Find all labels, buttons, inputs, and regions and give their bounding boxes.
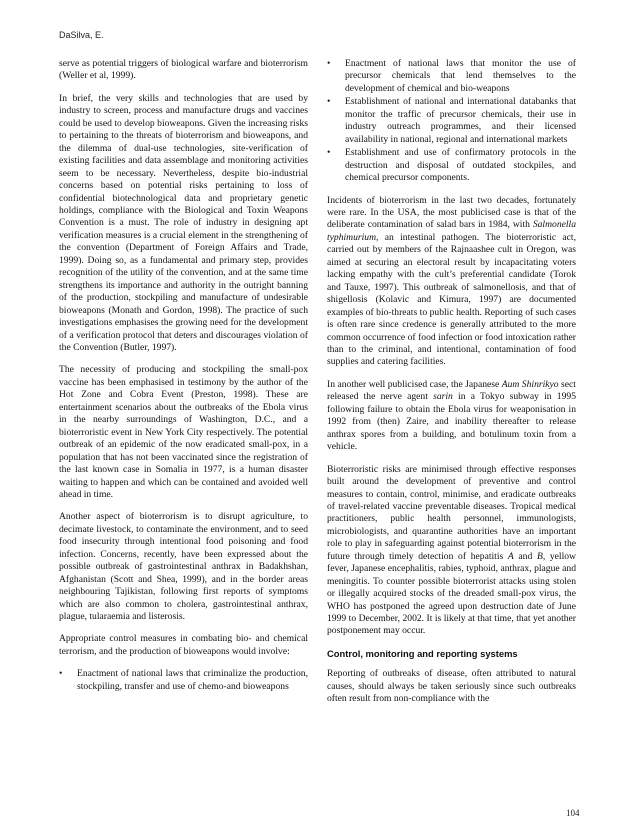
paragraph: serve as potential triggers of biological warfare and bioterrorism (Weller et al, 1999).	[59, 58, 308, 82]
left-column	[59, 58, 308, 703]
species-name: Salmonella typhimurium	[327, 219, 576, 243]
text-run: Incidents of bioterrorism in the last two decades, fortunately were rare. In the USA, the most publicised case is that of the deliberate contamination of salad bars in 1984, with	[327, 194, 576, 231]
right-column	[327, 58, 576, 716]
list-item-text: Establishment of national and international databanks that monitor the traffic of precursor chemicals, their use in industry outreach programmes, and their licensed availability in national, regional and international markets	[345, 96, 576, 145]
text-run: Bioterroristic risks are minimised through effective responses built around the development of preventive and control measures to contain, control, minimise, and eradicate outbreaks of travel-related vaccine preventable diseases. Tropical medical practitioners, public health personnel, immunologists, microbiologists, and quarantine authorities have an important role to play in safeguarding against potential bioterrorism in the future through timely detection of hepatitis	[327, 463, 576, 562]
paragraph: Appropriate control measures in combating bio- and chemical terrorism, and the production of bioweapons would involve:	[59, 633, 308, 657]
list-item	[327, 96, 576, 146]
list-item-text: Enactment of national laws that criminalize the production, stockpiling, transfer and use of chemo-and bioweapons	[77, 668, 308, 692]
paragraph: Another aspect of bioterrorism is to disrupt agriculture, to decimate livestock, to contaminate the environment, and to seed food insecurity through intentional food poisoning and food infection. Concerns, recently, have been expressed about the possible outbreak of gastrointestinal anthrax in Badakhshan, Afghanistan (Scott and Shea, 1999), and in the border areas neighbouring Tajikistan, following first reports of symptoms which are also common to cholera, gastrointestinal anthrax, plague, tularaemia and listerosis.	[59, 511, 308, 623]
paragraph: Reporting of outbreaks of disease, often attributed to natural causes, should always be taken seriously since such outbreaks often result from non-compliance with the	[327, 668, 576, 705]
bullet-icon: •	[327, 58, 331, 69]
hepatitis-type: B	[536, 550, 543, 562]
list-item	[327, 58, 576, 95]
hepatitis-type: A	[507, 550, 514, 562]
list-item	[59, 668, 308, 693]
sect-name: Aum Shinrikyo	[501, 378, 559, 390]
text-run: sect released the nerve agent	[327, 378, 576, 403]
bullet-icon: •	[327, 147, 331, 159]
paragraph	[327, 195, 576, 369]
bullet-icon: •	[327, 96, 331, 108]
list-item-text: Establishment and use of confirmatory protocols in the destruction and disposal of outdated stockpiles, and chemical precursor components.	[345, 147, 576, 184]
page-number: 104	[566, 808, 580, 818]
agent-name: sarin	[433, 391, 453, 403]
list-item-text: Enactment of national laws that monitor the use of precursor chemicals that lend themselves to the development of chemical and bio-weapons	[345, 58, 576, 94]
bullet-icon: •	[59, 668, 63, 680]
text-run: In another well publicised case, the Japanese	[327, 378, 502, 390]
text-run: and	[513, 550, 537, 562]
section-heading: Control, monitoring and reporting systems	[327, 647, 518, 659]
paragraph: In brief, the very skills and technologies that are used by industry to screen, process and manufacture drugs and vaccines could be used to develop bioweapons. Given the increasing risks to pertaining to the threats of bioterrorism and bioweapons, and the dilemma of dual-use technologies, site-verification of existing facilities and data assemblage and monitoring activities seem to be necessary. Nevertheless, despite bio-industrial concerns based on potential risks pertaining to loss of confidential biotechnological data and proprietary genetic holdings, compliance with the Biological and Toxin Weapons Convention is a must. The role of industry in designing apt verification measures is a crucial element in the strengthening of the convention (Department of Foreign Affairs and Trade, 1999). Doing so, as a fundamental and primary step, provides recognition of the utility of the convention, and at the same time strengthens its importance and authority in the outright banning of the production, stockpiling and manufacture of undesirable bioweapons (Monath and Gordon, 1998). The practice of such investigations emphasises the growing need for the development of a verification protocol that deters and discourages violation of the Convention (Butler, 1997).	[59, 92, 308, 353]
text-run: , yellow fever, Japanese encephalitis, rabies, typhoid, anthrax, plague and meningitis. To counter possible bioterrorist attacks using stolen or illegally acquired stocks of the dreaded small-pox virus, the WHO has postponed the agreed upon destruction date of June 1999 to December, 2002. It is likely at that time, that yet another postponement may occur.	[327, 550, 576, 637]
bullet-list	[59, 668, 308, 693]
running-head: DaSilva, E.	[59, 30, 104, 40]
text-run: in a Tokyo subway in 1995 following failure to obtain the Ebola virus for weaponisation in 1992 from (then) Zaire, and inability thereafter to release anthrax spores from a building, and botulinum toxin from a vehicle.	[327, 391, 576, 453]
paragraph	[327, 464, 576, 638]
paragraph	[327, 379, 576, 454]
text-run: , an intestinal pathogen. The bioterroristic act, carried out by members of the Rajnaashee cult in Oregon, was aimed at securing an electoral result by incapacitating voters lacking empathy with the cult’s preferential candidate (Torok and Tauxe, 1997). This outbreak of salmonellosis, and that of shigellosis (Kolavic and Kimura, 1997) are documented examples of bio-threats to public health. Reporting of such cases is often rare since credence is generally attributed to the more common occurrence of food infection or food intoxication rather than to the criminal, and intentional, contamination of food supplies and catering facilities.	[327, 231, 576, 368]
bullet-list	[327, 58, 576, 185]
list-item	[327, 147, 576, 184]
paragraph: The necessity of producing and stockpiling the small-pox vaccine has been emphasised in testimony by the author of the Hot Zone and Cobra Event (Preston, 1998). These are entertainment scenarios about the outbreaks of the Ebola virus in the nearby surroundings of Washington, D.C., and a bioterroristic event in New York City respectively. The potential outbreak of an epidemic of the now eradicated small-pox, in a population that has not been vaccinated since the registration of the last known case in Somalia in 1977, is a human disaster waiting to happen and which can be contained and avoided well ahead in time.	[59, 364, 308, 500]
